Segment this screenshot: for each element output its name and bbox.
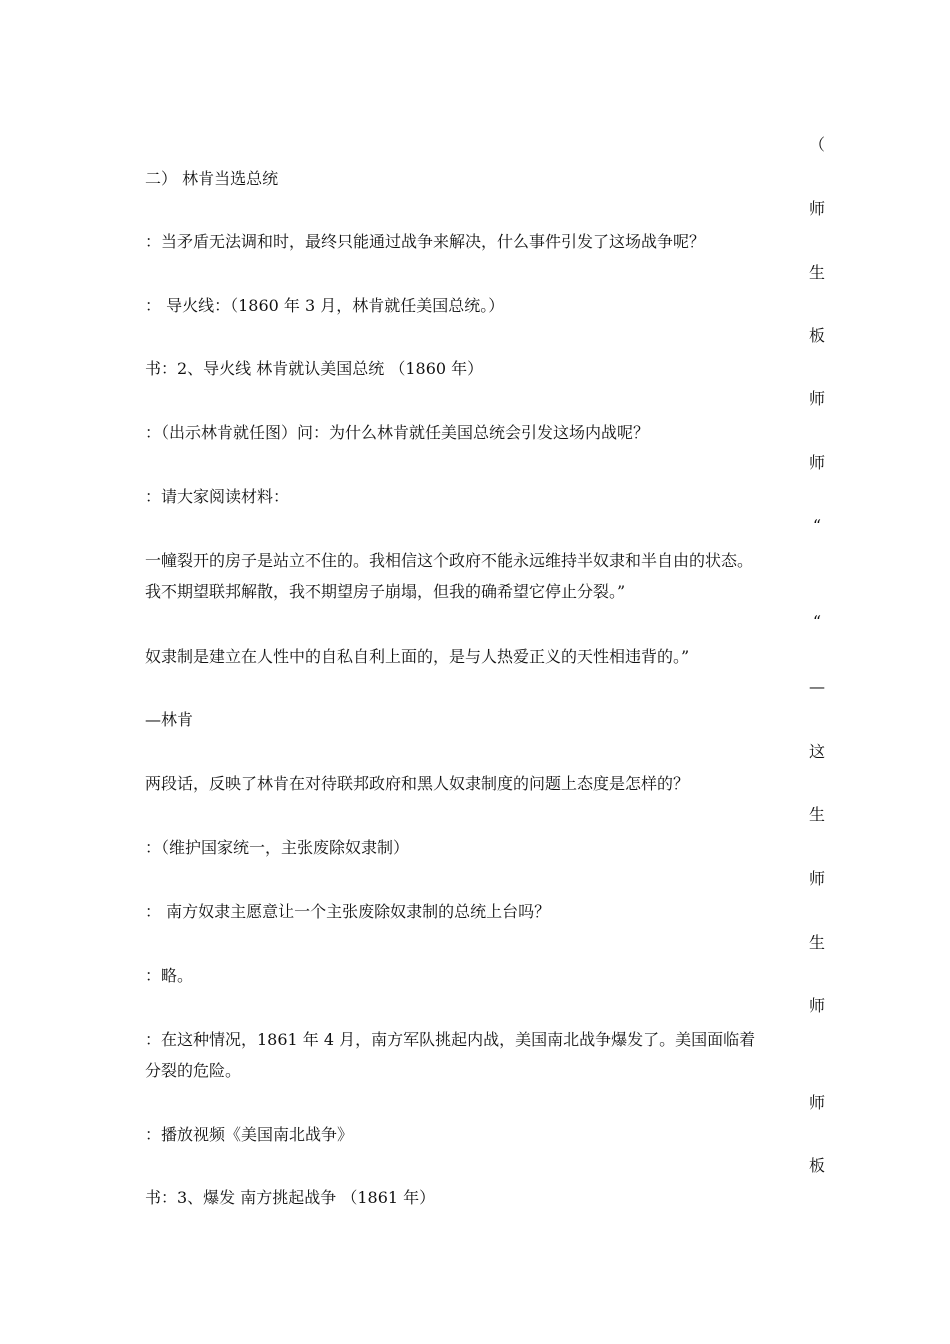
margin-char: 师 [808, 389, 825, 408]
quote-line: 一幢裂开的房子是站立不住的。我相信这个政府不能永远维持半奴隶和半自由的状态。 [145, 551, 754, 570]
teacher-instruction-line: ：请大家阅读材料： [145, 487, 290, 506]
student-answer-line: ：略。 [145, 966, 194, 985]
margin-char: “ [812, 612, 822, 631]
margin-char: 板 [808, 326, 825, 345]
student-answer-line: ：（维护国家统一，主张废除奴隶制） [145, 838, 410, 857]
teacher-instruction-line: ：播放视频《美国南北战争》 [145, 1125, 354, 1144]
section-heading: 二） 林肯当选总统 [145, 169, 279, 188]
question-line: 两段话，反映了林肯在对待联邦政府和黑人奴隶制度的问题上态度是怎样的？ [145, 774, 690, 793]
margin-char: 师 [808, 199, 825, 218]
margin-char: 生 [808, 805, 825, 824]
margin-char: 师 [808, 1093, 825, 1112]
teacher-statement-line: ：在这种情况，1861 年 4 月，南方军队挑起内战，美国南北战争爆发了。美国面临着 [145, 1030, 756, 1049]
board-note-line: 书：3、爆发 南方挑起战争 （1861 年） [145, 1188, 436, 1207]
margin-char: 生 [808, 263, 825, 282]
margin-char: 师 [808, 453, 825, 472]
margin-char: 板 [808, 1156, 825, 1175]
teacher-question-line: ：当矛盾无法调和时，最终只能通过战争来解决，什么事件引发了这场战争呢？ [145, 232, 706, 251]
board-note-line: 书：2、导火线 林肯就认美国总统 （1860 年） [145, 359, 484, 378]
teacher-question-line: ：（出示林肯就任图）问：为什么林肯就任美国总统会引发这场内战呢？ [145, 423, 650, 442]
margin-dash: — [809, 677, 825, 696]
margin-char: “ [812, 516, 822, 535]
quote-attribution: —林肯 [145, 710, 194, 729]
student-answer-line: ： 导火线：（1860 年 3 月，林肯就任美国总统。） [145, 296, 505, 315]
teacher-question-line: ： 南方奴隶主愿意让一个主张废除奴隶制的总统上台吗？ [145, 902, 551, 921]
margin-char: （ [808, 135, 825, 154]
quote-line: 我不期望联邦解散，我不期望房子崩塌，但我的确希望它停止分裂。” [145, 582, 626, 601]
teacher-statement-line: 分裂的危险。 [145, 1061, 242, 1080]
margin-char: 师 [808, 996, 825, 1015]
margin-char: 师 [808, 869, 825, 888]
margin-char: 生 [808, 933, 825, 952]
margin-char: 这 [808, 742, 825, 761]
quote-line: 奴隶制是建立在人性中的自私自利上面的，是与人热爱正义的天性相违背的。” [145, 647, 690, 666]
